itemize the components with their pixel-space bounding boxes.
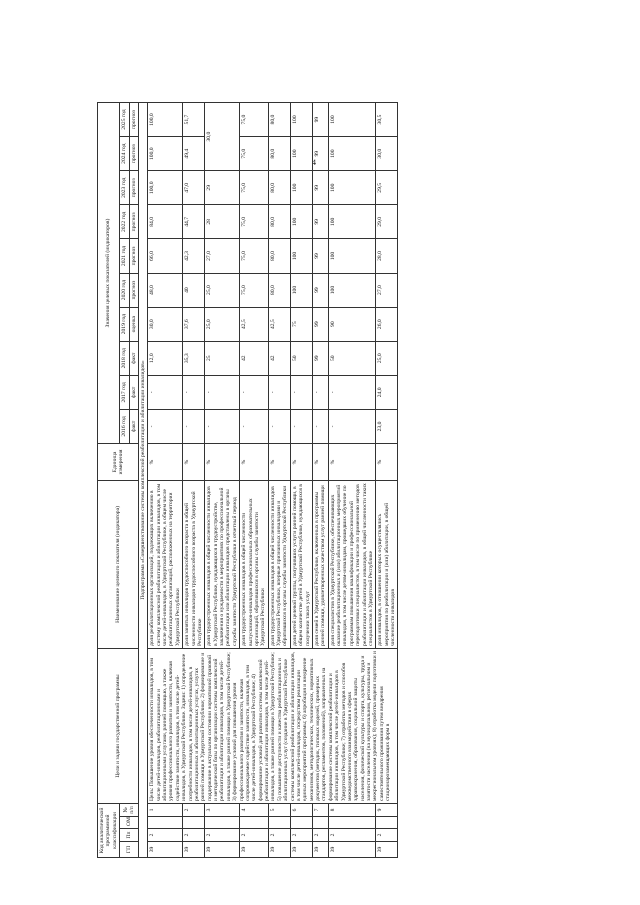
indicator-value: 25,0 <box>205 273 240 307</box>
code-col-n: № п/п <box>120 803 139 816</box>
indicator-value: 27,0 <box>376 273 398 307</box>
indicator-value: 29,5 <box>376 171 398 205</box>
indicator-value: 99 <box>312 171 328 205</box>
code-om <box>328 817 376 829</box>
indicator-value: 26,0 <box>376 307 398 341</box>
unit-cell: % <box>240 443 269 480</box>
code-n: 6 <box>290 803 312 816</box>
indicator-value: - <box>205 375 240 409</box>
indicator-value: 99 <box>312 103 328 137</box>
year-header: 2017 год <box>120 375 129 409</box>
indicator-value: 44,7 <box>183 205 205 239</box>
indicator-value: 100 <box>290 205 312 239</box>
code-gp: 39 <box>268 842 290 858</box>
indicator-value: 50 <box>290 341 312 375</box>
year-header: 2018 год <box>120 341 129 375</box>
indicator-value: 100 <box>328 273 376 307</box>
indicator-value: - <box>290 375 312 409</box>
code-gp: 39 <box>205 842 240 858</box>
indicator-value: 90 <box>328 307 376 341</box>
indicator-value: - <box>205 409 240 443</box>
indicator-value: 42 <box>268 341 290 375</box>
page-number: 4 <box>312 158 316 167</box>
code-col-pp: Пп <box>120 829 139 842</box>
indicator-name: доля реабилитационных организаций, подлежащих включению в систему комплексной реабилитации и абилитации инвалидов, в том числе детей-инвалидов, в Удмуртской Республике, в общем числе реабилитационных организаций, расположенных на территории Удмуртской Республики <box>148 480 183 648</box>
value-type-header: факт <box>129 375 138 409</box>
code-gp: 39 <box>290 842 312 858</box>
year-header: 2016 год <box>120 409 129 443</box>
code-pp: 2 <box>328 829 376 842</box>
indicator-value: 75,0 <box>240 205 269 239</box>
indicator-value: 42,5 <box>240 307 269 341</box>
code-gp: 39 <box>328 842 376 858</box>
indicator-value: - <box>240 409 269 443</box>
value-type-header: прогноз <box>129 273 138 307</box>
year-header: 2019 год <box>120 307 129 341</box>
indicator-value: 100 <box>290 273 312 307</box>
indicator-value: - <box>240 375 269 409</box>
indicator-value: 75 <box>290 307 312 341</box>
indicator-value: 75,0 <box>240 137 269 171</box>
indicator-value: 51,7 <box>183 103 205 137</box>
code-pp: 2 <box>183 829 205 842</box>
indicator-name: доля специалистов в Удмуртской Республике, обеспечивающих оказание реабилитационных и (или) абилитационных мероприятий инвалидам, в том числе детям-инвалидам, прошедших обучение по программам повышения квалификации и профессиональной переподготовки специалистов, в том числе по применению методов реабилитации и абилитации инвалидов, в общей численности таких специалистов в Удмуртской Республике <box>328 480 376 648</box>
indicator-value: 35,3 <box>183 341 205 375</box>
indicator-value: 100,0 <box>148 137 183 171</box>
indicator-value: 25,0 <box>205 307 240 341</box>
indicator-value: - <box>183 375 205 409</box>
indicator-value: 100,0 <box>148 103 183 137</box>
indicator-value: 42,3 <box>183 239 205 273</box>
code-om <box>148 817 183 829</box>
code-om <box>268 817 290 829</box>
indicator-value: 30,0 <box>376 137 398 171</box>
code-om <box>376 817 398 829</box>
code-gp: 39 <box>376 842 398 858</box>
unit-cell: % <box>205 443 240 480</box>
indicator-value: 80,0 <box>268 205 290 239</box>
goal-text: Цель: Повышение уровня обеспеченности инвалидов, в том числе детей-инвалидов, реабилитационными и абилитационными услугами, ранней помощью, а также уровня профессионального развития и занятости, включая содействие занятости, инвалидов, в том числе детей-инвалидов, в Удмуртской Республике. Задачи: 1) определение потребности инвалидов, в том числе детей-инвалидов, в реабилитационных и абилитационных услугах, услугах ранней помощи в Удмуртской Республике; 2) формирование и поддержание в актуальном состоянии нормативной правовой и методической базы по организации системы комплексной реабилитации и абилитации инвалидов, в том числе детей-инвалидов, а также ранней помощи в Удмуртской Республике; 3) формирование условий для повышения уровня профессионального развития и занятости, включая сопровождаемое содействие занятости, инвалидов, в том числе детей-инвалидов, в Удмуртской Республике; 4) формирование условий для развития системы комплексной реабилитации и абилитации инвалидов, в том числе детей-инвалидов, а также ранней помощи в Удмуртской Республике; 5) повышение доступности и качества реабилитационных и абилитационных услуг (создание в Удмуртской Республике системы комплексной реабилитации и абилитации инвалидов, в том числе детей-инвалидов, посредством реализации единых мероприятий программы; 6) апробация и внедрение механизмов, методологических, технических, нормативных документов (методик, типовых моделей, примерных стандартов, регламентов, положений), направленных на формирование системы комплексной реабилитации и абилитации инвалидов, в том числе детей-инвалидов в Удмуртской Республике; 7) отработка методов и способов межведомственного взаимодействия в сферах здравоохранения, образования, социальной защиты населения, физической культуры и спорта, культуры, труда и занятости населения (на муниципальном, региональном и межрегиональном уровнях); 8) отработка модели подготовки и самостоятельного проживания путем внедрения стационарозамещающих форм в <box>148 648 398 803</box>
indicator-value: 100 <box>328 171 376 205</box>
value-type-header: факт <box>129 409 138 443</box>
code-gp: 39 <box>312 842 328 858</box>
indicator-value: 100 <box>290 137 312 171</box>
code-pp: 2 <box>290 829 312 842</box>
rotated-table-sheet <box>97 102 637 858</box>
indicator-value: 37,6 <box>183 307 205 341</box>
unit-cell: % <box>376 443 398 480</box>
indicator-header: Наименование целевого показателя (индикатора) <box>98 480 139 648</box>
indicator-value: 100,0 <box>148 171 183 205</box>
code-col-om: ОМ <box>120 817 139 829</box>
code-pp: 2 <box>312 829 328 842</box>
indicator-value: 40 <box>183 273 205 307</box>
unit-cell: % <box>328 443 376 480</box>
unit-cell: % <box>290 443 312 480</box>
indicator-value: 99 <box>312 205 328 239</box>
indicator-value: - <box>312 375 328 409</box>
unit-cell: % <box>148 443 183 480</box>
indicator-value: - <box>328 409 376 443</box>
value-type-header: оценка <box>129 307 138 341</box>
code-n: 9 <box>376 803 398 816</box>
year-header: 2022 год <box>120 205 129 239</box>
code-n: 3 <box>205 803 240 816</box>
year-header: 2021 год <box>120 239 129 273</box>
indicator-name: доля трудоустроенных инвалидов в общей численности инвалидов в Удмуртской Республике, нуждающихся в трудоустройстве, заключения о нуждаемости в мероприятиях по профессиональной реабилитации или абилитации инвалидов представлены в органы службы занятости Удмуртской Республики в отчетный период <box>205 480 240 648</box>
code-n: 7 <box>312 803 328 816</box>
indicator-value: 28 <box>205 205 240 239</box>
value-type-header: прогноз <box>129 103 138 137</box>
code-n: 2 <box>183 803 205 816</box>
indicator-value: 100 <box>328 137 376 171</box>
value-type-header: прогноз <box>129 239 138 273</box>
code-n: 4 <box>240 803 269 816</box>
code-om <box>290 817 312 829</box>
value-type-header: прогноз <box>129 205 138 239</box>
indicator-value: 80,0 <box>268 137 290 171</box>
indicator-value: 100 <box>328 205 376 239</box>
indicator-value: 99 <box>312 307 328 341</box>
code-header: Код аналитической программной классификации <box>98 803 120 857</box>
indicator-value: 28,0 <box>376 239 398 273</box>
code-pp: 2 <box>148 829 183 842</box>
indicator-value: 30,0 <box>148 307 183 341</box>
code-gp: 39 <box>240 842 269 858</box>
unit-header: Единица измерения <box>98 443 139 480</box>
indicator-value: - <box>312 409 328 443</box>
values-header: Значения целевых показателей (индикаторов) <box>98 103 120 444</box>
indicator-value: 75,0 <box>240 273 269 307</box>
value-type-header: факт <box>129 341 138 375</box>
unit-cell: % <box>312 443 328 480</box>
indicator-value: 80,0 <box>268 239 290 273</box>
year-header: 2024 год <box>120 137 129 171</box>
code-pp: 2 <box>376 829 398 842</box>
indicator-value: 50 <box>328 341 376 375</box>
subprogram-title: Подпрограмма «Совершенствование системы комплексной реабилитации и абилитации инвалидов» <box>138 103 147 858</box>
indicator-value: 99 <box>312 341 328 375</box>
indicator-value: - <box>328 375 376 409</box>
year-header: 2025 год <box>120 103 129 137</box>
code-gp: 39 <box>148 842 183 858</box>
indicator-value: 100 <box>290 171 312 205</box>
indicator-value: 42 <box>240 341 269 375</box>
indicator-name: доля семей в Удмуртской Республике, включенных в программы ранней помощи, удовлетворенных качеством услуг ранней помощи <box>312 480 328 648</box>
indicator-value: 100 <box>328 103 376 137</box>
indicator-value: 84,0 <box>148 205 183 239</box>
indicator-value: 29,0 <box>376 205 398 239</box>
indicator-value: 49,4 <box>183 137 205 171</box>
goal-header: Цели и задачи государственной программы <box>98 648 139 803</box>
indicator-value: 25,0 <box>376 341 398 375</box>
indicator-name: доля трудоустроенных инвалидов в общей численности выпускников-инвалидов профессиональных образовательных организаций, обратившихся в органы службы занятости Удмуртской Республики <box>240 480 269 648</box>
value-type-header: прогноз <box>129 171 138 205</box>
indicator-value: 80,0 <box>268 171 290 205</box>
table-row <box>148 103 183 858</box>
indicator-value: 42,5 <box>268 307 290 341</box>
indicator-value: 29 <box>205 171 240 205</box>
indicator-value: 80,0 <box>268 273 290 307</box>
code-om <box>240 817 269 829</box>
indicator-value: 75,0 <box>240 239 269 273</box>
year-header: 2020 год <box>120 273 129 307</box>
unit-cell: % <box>183 443 205 480</box>
indicator-name: доля детей целевой группы, получивших услуги ранней помощи, в общем количестве детей в Удмуртской Республике, нуждающихся в получении таких услуг <box>290 480 312 648</box>
code-n: 1 <box>148 803 183 816</box>
indicator-value: 80,0 <box>268 103 290 137</box>
indicator-value: 66,0 <box>148 239 183 273</box>
value-type-header: прогноз <box>129 137 138 171</box>
year-header: 2023 год <box>120 171 129 205</box>
indicator-value: - <box>268 409 290 443</box>
code-om <box>312 817 328 829</box>
indicator-value: 100 <box>290 103 312 137</box>
indicator-value: 48,0 <box>148 273 183 307</box>
indicator-value: 99 <box>312 239 328 273</box>
indicator-value: - <box>148 409 183 443</box>
code-n: 5 <box>268 803 290 816</box>
indicator-value: - <box>290 409 312 443</box>
indicator-value: 27,0 <box>205 239 240 273</box>
code-pp: 2 <box>240 829 269 842</box>
indicator-name: доля трудоустроенных инвалидов в общей численности инвалидов Удмуртской Республики, впервые признанных инвалидами и обратившихся в органы службы занятости Удмуртской Республики <box>268 480 290 648</box>
indicator-value: 30,5 <box>376 103 398 137</box>
indicator-value: 99 <box>312 137 328 171</box>
indicator-value: - <box>148 375 183 409</box>
code-pp: 2 <box>268 829 290 842</box>
indicator-value: - <box>268 375 290 409</box>
code-pp: 2 <box>205 829 240 842</box>
indicator-value: 100 <box>290 239 312 273</box>
indicator-value: 75,0 <box>240 171 269 205</box>
code-om <box>183 817 205 829</box>
indicator-value: 30,0 <box>205 103 240 171</box>
code-n: 8 <box>328 803 376 816</box>
code-col-gp: ГП <box>120 842 139 858</box>
indicator-value: 47,0 <box>183 171 205 205</box>
indicator-value: 99 <box>312 273 328 307</box>
indicator-value: 25 <box>205 341 240 375</box>
indicator-value: 24,0 <box>376 375 398 409</box>
code-gp: 39 <box>183 842 205 858</box>
indicator-value: 12,0 <box>148 341 183 375</box>
indicator-value: 23,0 <box>376 409 398 443</box>
unit-cell: % <box>268 443 290 480</box>
indicator-value: 100 <box>328 239 376 273</box>
indicators-table <box>97 102 398 858</box>
indicator-name: доля инвалидов, в отношении которых осуществлялись мероприятия по реабилитации и (или) абилитации, в общей численности инвалидов <box>376 480 398 648</box>
code-om <box>205 817 240 829</box>
indicator-value: - <box>183 409 205 443</box>
indicator-value: 75,0 <box>240 103 269 137</box>
indicator-name: доля занятых инвалидов трудоспособного возраста в общей численности инвалидов трудоспособного возраста в Удмуртской Республике <box>183 480 205 648</box>
